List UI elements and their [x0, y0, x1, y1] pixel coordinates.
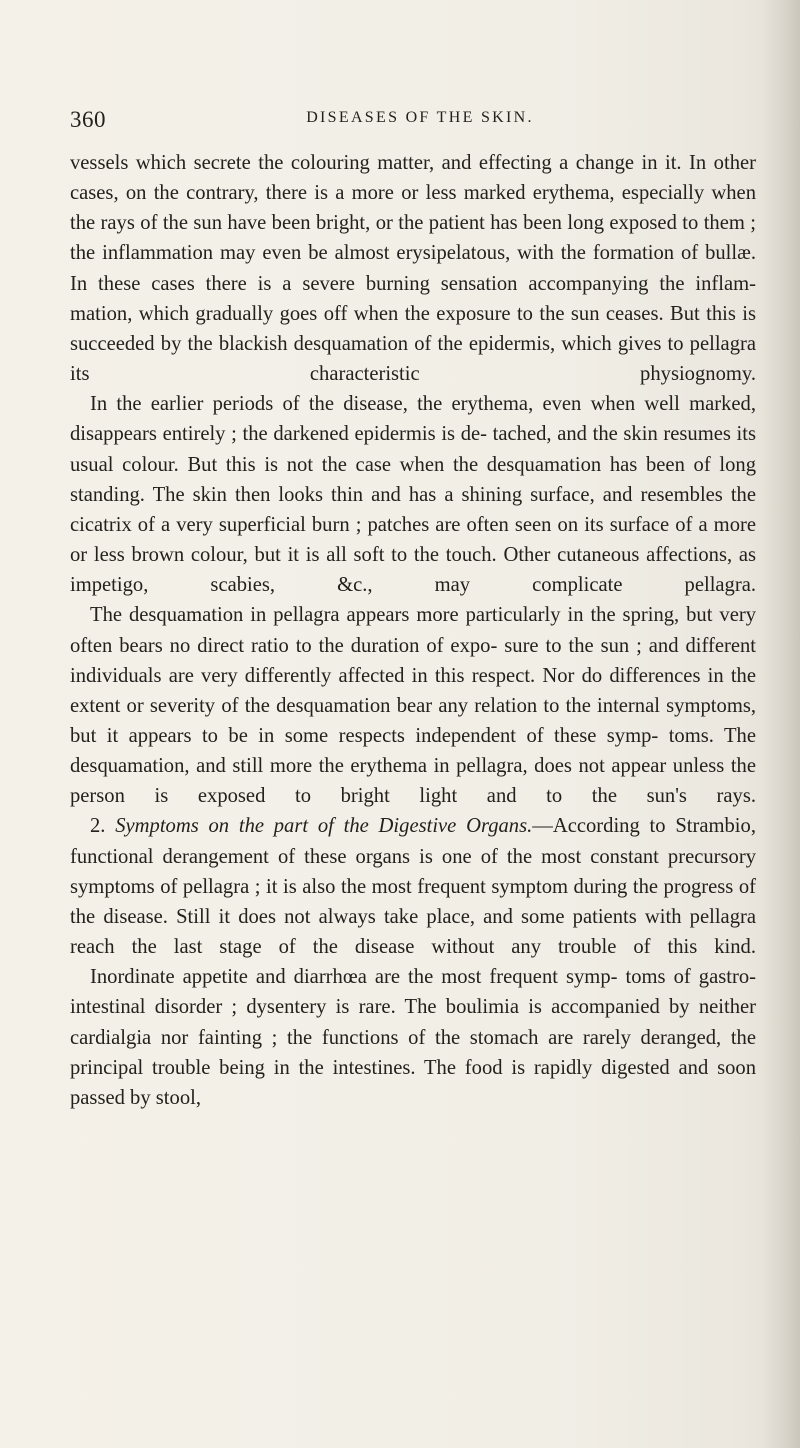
body-text	[70, 148, 756, 1113]
running-head	[70, 107, 770, 137]
paragraph-earlier-periods: In the earlier periods of the disease, the erythema, even when well marked, disappears entirely ; the darkened epidermis is de- tached, and the skin resumes its usual colour. But this is not the case when the desquamation has been of long standing. The skin then looks thin and has a shining surface, and resembles the cicatrix of a very superficial burn ; patches are often seen on its surface of a more or less brown colour, but it is all soft to the touch. Other cutaneous affections, as impetigo, scabies, &c., may complicate pellagra.	[70, 393, 756, 597]
running-title: DISEASES OF THE SKIN.	[306, 109, 534, 126]
page-number: 360	[70, 107, 106, 132]
paragraph-digestive-symptoms	[70, 811, 756, 962]
section-heading: Symptoms on the part of the Digestive Organs.	[115, 815, 533, 838]
section-number: 2.	[90, 815, 106, 838]
page-edge-shadow	[762, 0, 800, 1448]
section-text: —According to Strambio, functional derangement of these organs is one of the most constant precursory symptoms of pellagra ; it is also the most frequent symptom during the progress of the disease. Still it does not always take place, and some patients with pellagra reach the last stage of the disease without any trouble of this kind.	[70, 815, 756, 959]
paragraph-appetite-diarrhoea: Inordinate appetite and diarrhœa are the most frequent symp- toms of gastro-intestinal disorder ; dysentery is rare. The boulimia is accompanied by neither cardialgia nor fainting ; the functions of the stomach are rarely deranged, the principal trouble being in the intestines. The food is rapidly digested and soon passed by stool,	[70, 966, 756, 1109]
paragraph-continuation: vessels which secrete the colouring matter, and effecting a change in it. In other cases, on the contrary, there is a more or less marked erythema, especially when the rays of the sun have been bright, or the patient has been long exposed to them ; the inflammation may even be almost erysipelatous, with the formation of bullæ. In these cases there is a severe burning sensation accompanying the inflam- mation, which gradually goes off when the exposure to the sun ceases. But this is succeeded by the blackish desquamation of the epidermis, which gives to pellagra its characteristic physiognomy.	[70, 152, 756, 386]
paragraph-desquamation-spring: The desquamation in pellagra appears more particularly in the spring, but very often bears no direct ratio to the duration of expo- sure to the sun ; and different individuals are very differently affected in this respect. Nor do differences in the extent or severity of the desquamation bear any relation to the internal symptoms, but it appears to be in some respects independent of these symp- toms. The desquamation, and still more the erythema in pellagra, does not appear unless the person is exposed to bright light and to the sun's rays.	[70, 604, 756, 808]
